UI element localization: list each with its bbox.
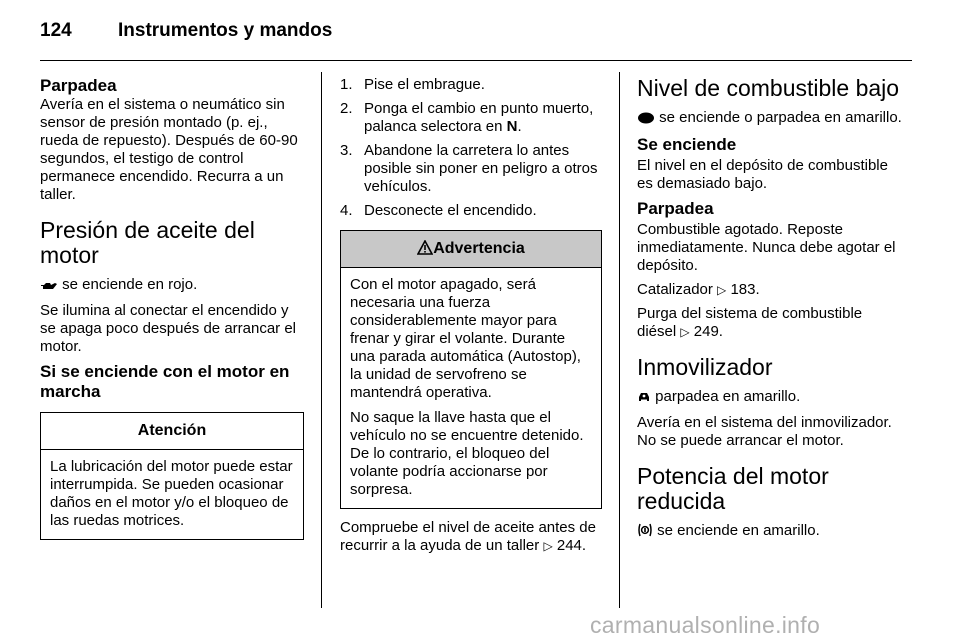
oil-pressure-heading: Presión de aceite del motor: [40, 217, 255, 268]
oil-can-icon: [40, 278, 58, 296]
column-divider: [619, 72, 620, 608]
page-ref[interactable]: 183.: [730, 281, 760, 298]
running-heading: Si se enciende con el motor en marcha: [40, 362, 290, 401]
warning-text-1: Con el motor apagado, será necesaria una fuerza considerablemente mayor para frenar y girar el volante. Durante una parada automática (Autostop), la unidad de servofreno se mantendrá operativa.: [350, 276, 581, 401]
fuel-on-heading: Se enciende: [637, 135, 737, 154]
attention-heading: Atención: [41, 413, 303, 450]
oil-check-text: Compruebe el nivel de aceite antes de recurrir a la ayuda de un taller ▷ 244.: [340, 519, 596, 554]
list-item: 2. Ponga el cambio en punto muerto, palanca selectora en N.: [340, 100, 594, 135]
blink-heading: Parpadea: [40, 76, 117, 95]
column-middle: [340, 76, 602, 561]
steps-list: [340, 76, 602, 220]
section-title: Instrumentos y mandos: [118, 20, 333, 41]
list-item: 3. Abandone la carretera lo antes posible sin poner en peligro a otros vehículos.: [340, 142, 598, 195]
warning-box: [340, 230, 602, 509]
page-number: 124: [40, 20, 72, 41]
page-ref-icon: ▷: [543, 539, 553, 553]
oil-status-text: se enciende en rojo.: [58, 276, 198, 293]
column-right: [637, 76, 905, 548]
power-heading: Potencia del motor reducida: [637, 463, 829, 514]
catalyst-ref-line: Catalizador ▷ 183.: [637, 281, 760, 298]
fuel-blink-text: Combustible agotado. Reposte inmediatamente. Nunca debe agotar el depósito.: [637, 221, 896, 274]
engine-power-icon: [637, 523, 653, 542]
car-key-icon: [637, 390, 651, 408]
fuel-on-text: El nivel en el depósito de combustible es demasiado bajo.: [637, 157, 888, 192]
immobilizer-status-line: parpadea en amarillo.: [637, 388, 905, 408]
page-ref[interactable]: 249.: [693, 323, 723, 340]
page-ref-icon: ▷: [717, 283, 727, 297]
purge-ref-line: Purga del sistema de combustible diésel ▷ 249.: [637, 305, 863, 340]
warning-text-2: No saque la llave hasta que el vehículo no se encuentre detenido. De lo contrario, el bloqueo del volante podría accionarse por sorpresa.: [350, 409, 584, 498]
warning-heading: Advertencia: [341, 231, 601, 268]
page-header: [40, 16, 912, 61]
list-item: 1. Pise el embrague.: [340, 76, 485, 93]
immobilizer-text: Avería en el sistema del inmovilizador. No se puede arrancar el motor.: [637, 414, 892, 449]
fuel-status-line: se enciende o parpadea en amarillo.: [637, 109, 905, 129]
watermark: carmanualsonline.info: [590, 612, 821, 638]
column-left: [40, 76, 304, 550]
oil-status-line: [40, 276, 304, 296]
warning-triangle-icon: [417, 233, 433, 269]
page-ref-icon: ▷: [680, 325, 690, 339]
oil-description: Se ilumina al conectar el encendido y se apaga poco después de arrancar el motor.: [40, 302, 297, 355]
attention-text: La lubricación del motor puede estar interrumpida. Se pueden ocasionar daños en el motor y/o el bloqueo de las ruedas motrices.: [50, 458, 293, 529]
attention-box: [40, 412, 304, 540]
fuel-blink-heading: Parpadea: [637, 199, 714, 218]
page-ref[interactable]: 244.: [556, 537, 587, 554]
column-divider: [321, 72, 322, 608]
power-status-line: se enciende en amarillo.: [637, 522, 905, 542]
blink-text: Avería en el sistema o neumático sin sensor de presión montado (p. ej., rueda de repuesto). Después de 60-90 segundos, el testigo de control permanece encendido. Recurra a un taller.: [40, 96, 298, 203]
fuel-heading: Nivel de combustible bajo: [637, 75, 900, 101]
fuel-indicator-icon: [637, 111, 655, 129]
list-item: 4. Desconecte el encendido.: [340, 202, 537, 219]
immobilizer-heading: Inmovilizador: [637, 354, 773, 380]
